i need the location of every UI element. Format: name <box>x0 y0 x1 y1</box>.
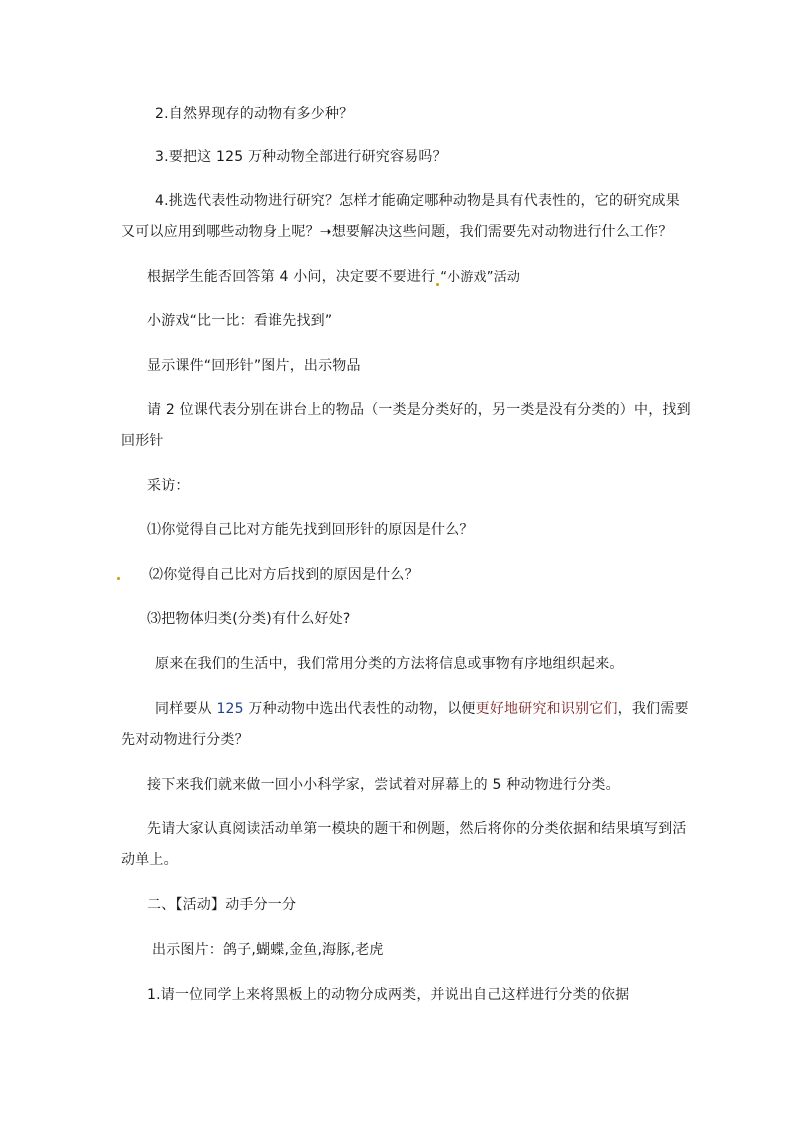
interview-label: 采访： <box>147 478 190 494</box>
paragraph-same-text: ，我们需要 <box>617 701 689 717</box>
activity-step-1: 1.请一位同学上来将黑板上的动物分成两类，并说出自己这样进行分类的依据 <box>147 987 630 1003</box>
paragraph-same-line-1 <box>155 699 689 719</box>
paragraph-life: 原来在我们的生活中，我们常用分类的方法将信息或事物有序地组织起来。 <box>155 656 624 672</box>
interview-question-2: ⑵你觉得自己比对方后找到的原因是什么？ <box>149 567 419 583</box>
paragraph-next-text: 接下来我们就来做一回小小科学家，尝试着对屏幕上的 5 种动物进行分类 <box>147 777 606 793</box>
paragraph-next <box>147 775 620 795</box>
mini-game-label: “小游戏”活动 <box>440 270 521 285</box>
section-heading-2: 二、【活动】动手分一分 <box>147 897 297 913</box>
interview-question-1: ⑴你觉得自己比对方能先找到回形针的原因是什么？ <box>147 522 474 538</box>
paragraph-answer-text: 根据学生能否回答第 4 小问，决定要不要进行 <box>147 269 436 285</box>
question-4-line-2: 又可以应用到哪些动物身上呢？➝想要解决这些问题，我们需要先对动物进行什么工作？ <box>121 224 673 240</box>
paragraph-same-line-2: 先对动物进行分类？ <box>121 732 249 748</box>
paragraph-ask-line-1: 请 2 位课代表分别在讲台上的物品（一类是分类好的，另一类是没有分类的）中，找到 <box>147 402 691 418</box>
paragraph-same-text: 万种动物中选出代表性的动物，以便 <box>243 701 476 717</box>
paragraph-read-line-1: 先请大家认真阅读活动单第一模块的题干和例题，然后将你的分类依据和结果填写到活 <box>147 821 687 837</box>
paragraph-read-line-2: 动单上。 <box>121 852 178 868</box>
paragraph-same-text: 同样要从 <box>155 701 217 717</box>
highlight-number: 125 <box>216 701 244 717</box>
question-3: 3.要把这 125 万种动物全部进行研究容易吗？ <box>155 149 447 165</box>
paragraph-ask-line-2: 回形针 <box>121 433 164 449</box>
highlight-phrase: 更好地研究和识别它们 <box>475 701 618 717</box>
paragraph-show-pictures: 出示图片：鸽子,蝴蝶,金鱼,海豚,老虎 <box>152 942 384 958</box>
paragraph-next-period: 。 <box>605 777 620 793</box>
paragraph-answer <box>147 267 520 288</box>
paragraph-show-courseware: 显示课件“回形针”图片，出示物品 <box>147 358 361 374</box>
question-2: 2.自然界现存的动物有多少种？ <box>155 106 354 122</box>
interview-question-3: ⑶把物体归类(分类)有什么好处? <box>147 611 351 627</box>
mini-game-title: 小游戏“比一比：看谁先找到” <box>147 313 333 329</box>
question-4-line-1: 4.挑选代表性动物进行研究？怎样才能确定哪种动物是具有代表性的，它的研究成果 <box>155 193 680 209</box>
marker-dot <box>436 283 439 286</box>
marker-dot <box>117 577 120 580</box>
